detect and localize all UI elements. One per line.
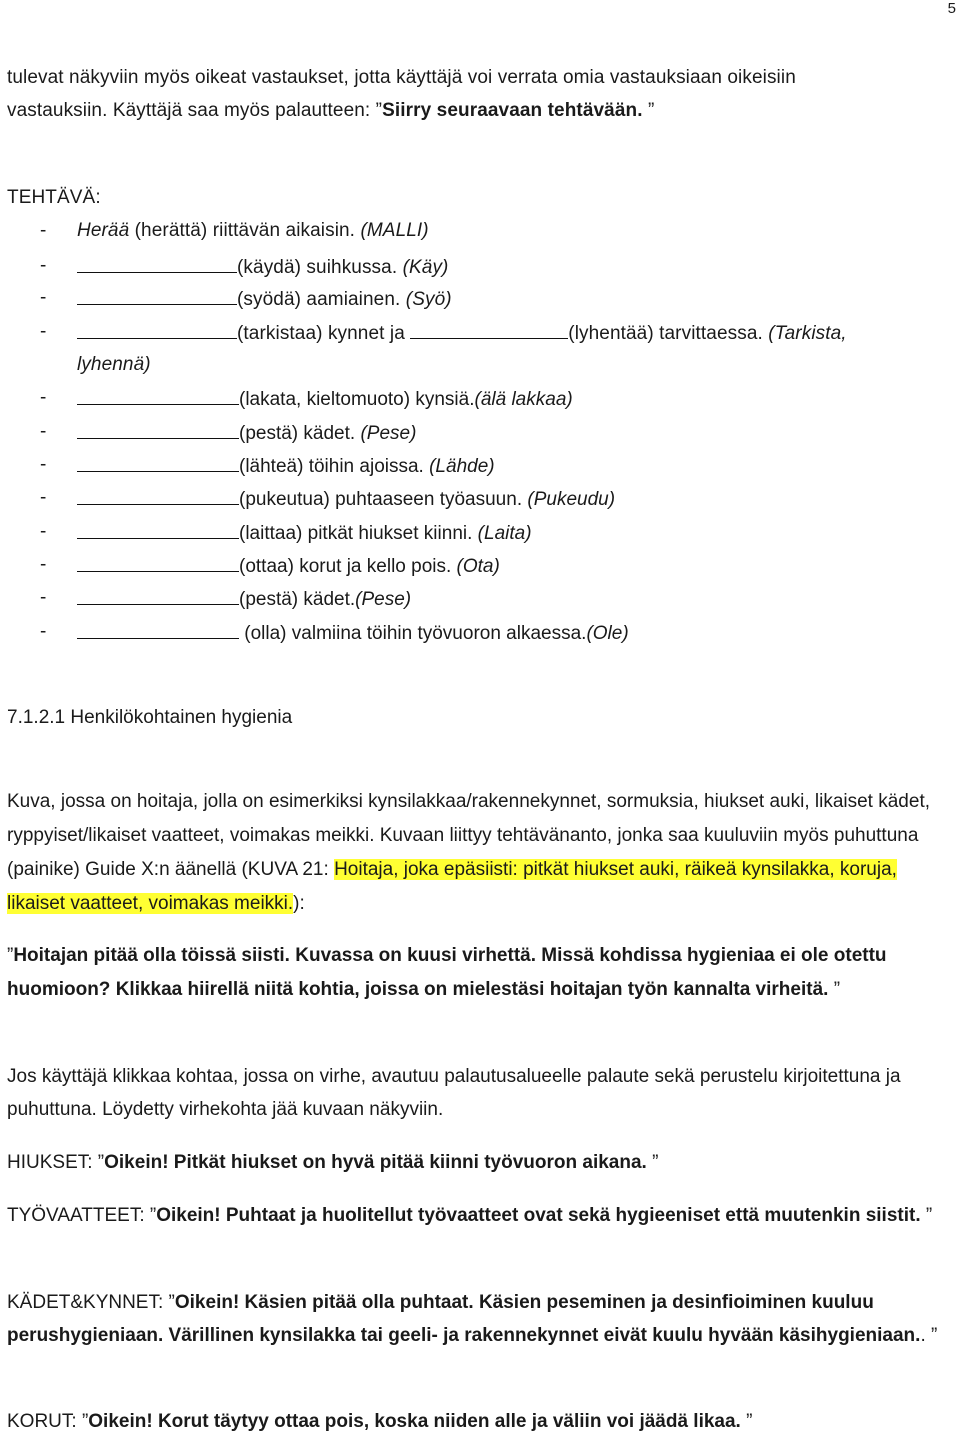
answer-blank[interactable]: [77, 553, 239, 572]
item-text: (lähteä) töihin ajoissa.: [239, 456, 430, 477]
answer-blank[interactable]: [77, 254, 237, 273]
answer-blank[interactable]: [77, 420, 239, 439]
dash: -: [40, 621, 47, 642]
item-text-2: (lyhentää) tarvittaessa.: [568, 323, 769, 344]
model-verb: Herää: [77, 220, 130, 241]
feedback-label: KÄDET&KYNNET: ”: [7, 1292, 175, 1313]
item-text: (olla) valmiina töihin työvuoron alkaessa.: [239, 623, 587, 644]
description-paragraph: [7, 785, 947, 921]
item-answer: (Ota): [456, 556, 500, 577]
intro-line-2: [7, 99, 654, 123]
item-answer: (Pese): [360, 423, 417, 444]
item-answer: (Lähde): [429, 456, 495, 477]
feedback-label: KORUT: ”: [7, 1411, 89, 1432]
feedback-label: HIUKSET: ”: [7, 1152, 105, 1173]
answer-blank[interactable]: [77, 520, 239, 539]
item-text: (pestä) kädet.: [239, 589, 356, 610]
item-text: (lakata, kieltomuoto) kynsiä.: [239, 389, 475, 410]
item-text: (herättä) riittävän aikaisin.: [129, 220, 361, 241]
feedback-text: Oikein! Korut täytyy ottaa pois, koska niiden alle ja väliin voi jäädä likaa.: [88, 1411, 741, 1432]
feedback-text: Oikein! Pitkät hiukset on hyvä pitää kiinni työvuoron aikana.: [104, 1152, 647, 1173]
feedback-hands-nails: [7, 1286, 947, 1352]
intro-quote-end: ”: [642, 100, 655, 121]
answer-blank[interactable]: [77, 286, 237, 305]
answer-blank[interactable]: [77, 320, 237, 339]
dash: -: [40, 454, 47, 475]
quote-open: ”: [7, 945, 14, 966]
description-text: Kuva, jossa on hoitaja, jolla on esimerkiksi kynsilakkaa/rakennekynnet, sormuksia, hiukset auki, likaiset kädet, ryppyiset/likaiset vaatteet, voimakas meikki. Kuvaan liittyy tehtävänanto, jonka saa kuuluviin myös puhuttuna (painike) Guide X:n äänellä (KUVA 21:: [7, 791, 931, 880]
feedback-text: Oikein! Puhtaat ja huolitellut työvaatteet ovat sekä hygieeniset että muutenkin siistit.: [156, 1205, 921, 1226]
item-answer: (Pese): [355, 589, 412, 610]
dash: -: [40, 321, 47, 342]
answer-blank[interactable]: [77, 586, 239, 605]
feedback-end: . ”: [920, 1325, 938, 1346]
feedback-workclothes: [7, 1199, 947, 1233]
dash: -: [40, 421, 47, 442]
item-text: (ottaa) korut ja kello pois.: [239, 556, 457, 577]
dash: -: [40, 255, 47, 276]
instruction-paragraph: [7, 939, 947, 1007]
item-text: (pestä) kädet.: [239, 423, 361, 444]
dash: -: [40, 220, 47, 241]
feedback-end: ”: [920, 1205, 933, 1226]
item-answer: (älä lakkaa): [474, 389, 573, 410]
feedback-label: TYÖVAATTEET: ”: [7, 1205, 157, 1226]
feedback-end: ”: [740, 1411, 753, 1432]
instruction-text: Hoitajan pitää olla töissä siisti. Kuvassa on kuusi virhettä. Missä kohdissa hygieniaa ei ole otettu huomioon? Klikkaa hiirellä niitä kohtia, joissa on mielestäsi hoitajan työn kannalta virheitä.: [7, 945, 887, 1000]
description-end: ):: [293, 893, 305, 914]
feedback-text: Oikein! Käsien pitää olla puhtaat. Käsien peseminen ja desinfioiminen kuuluu perushygieniaan. Värillinen kynsilakka tai geeli- ja rakennekynnet eivät kuulu hyvään käsihygieniaan.: [7, 1292, 921, 1346]
item-answer: (Ole): [586, 623, 629, 644]
item-text: (pukeutua) puhtaaseen työasuun.: [239, 489, 528, 510]
intro-bold-feedback: Siirry seuraavaan tehtävään.: [382, 100, 643, 121]
dash: -: [40, 587, 47, 608]
item-answer: (Tarkista,: [768, 323, 847, 344]
dash: -: [40, 487, 47, 508]
dash: -: [40, 287, 47, 308]
intro-text: vastauksiin. Käyttäjä saa myös palautteen: ”: [7, 100, 383, 121]
answer-blank[interactable]: [77, 386, 239, 405]
answer-blank[interactable]: [77, 620, 239, 639]
item-text: (syödä) aamiainen.: [237, 289, 406, 310]
answer-blank[interactable]: [77, 486, 239, 505]
task-heading: TEHTÄVÄ:: [7, 187, 101, 208]
item-answer: (Syö): [405, 289, 452, 310]
feedback-end: ”: [646, 1152, 659, 1173]
intro-line-1: tulevat näkyviin myös oikeat vastaukset, jotta käyttäjä voi verrata omia vastauksiaan oikeisiin: [7, 67, 796, 88]
highlighted-caption: Hoitaja, joka epäsiisti: pitkät hiukset auki, räikeä kynsilakka, koruja, likaiset vaatteet, voimakas meikki.: [7, 859, 897, 914]
answer-blank-2[interactable]: [410, 320, 568, 339]
quote-close: ”: [828, 979, 841, 1000]
item-answer-continued: lyhennä): [77, 354, 151, 375]
page-number: 5: [947, 0, 956, 17]
item-answer: (Laita): [477, 523, 532, 544]
answer-blank[interactable]: [77, 453, 239, 472]
feedback-hair: [7, 1146, 947, 1180]
section-heading: 7.1.2.1 Henkilökohtainen hygienia: [7, 707, 293, 728]
item-text: (tarkistaa) kynnet ja: [237, 323, 411, 344]
dash: -: [40, 387, 47, 408]
dash: -: [40, 554, 47, 575]
item-answer: (Pukeudu): [527, 489, 616, 510]
click-behaviour-paragraph: Jos käyttäjä klikkaa kohtaa, jossa on virhe, avautuu palautusalueelle palaute sekä perustelu kirjoitettuna ja puhuttuna. Löydetty virhekohta jää kuvaan näkyviin.: [7, 1066, 901, 1120]
dash: -: [40, 521, 47, 542]
item-text: (käydä) suihkussa.: [237, 257, 403, 278]
item-answer: (MALLI): [360, 220, 429, 241]
item-answer: (Käy): [402, 257, 449, 278]
item-text: (laittaa) pitkät hiukset kiinni.: [239, 523, 478, 544]
